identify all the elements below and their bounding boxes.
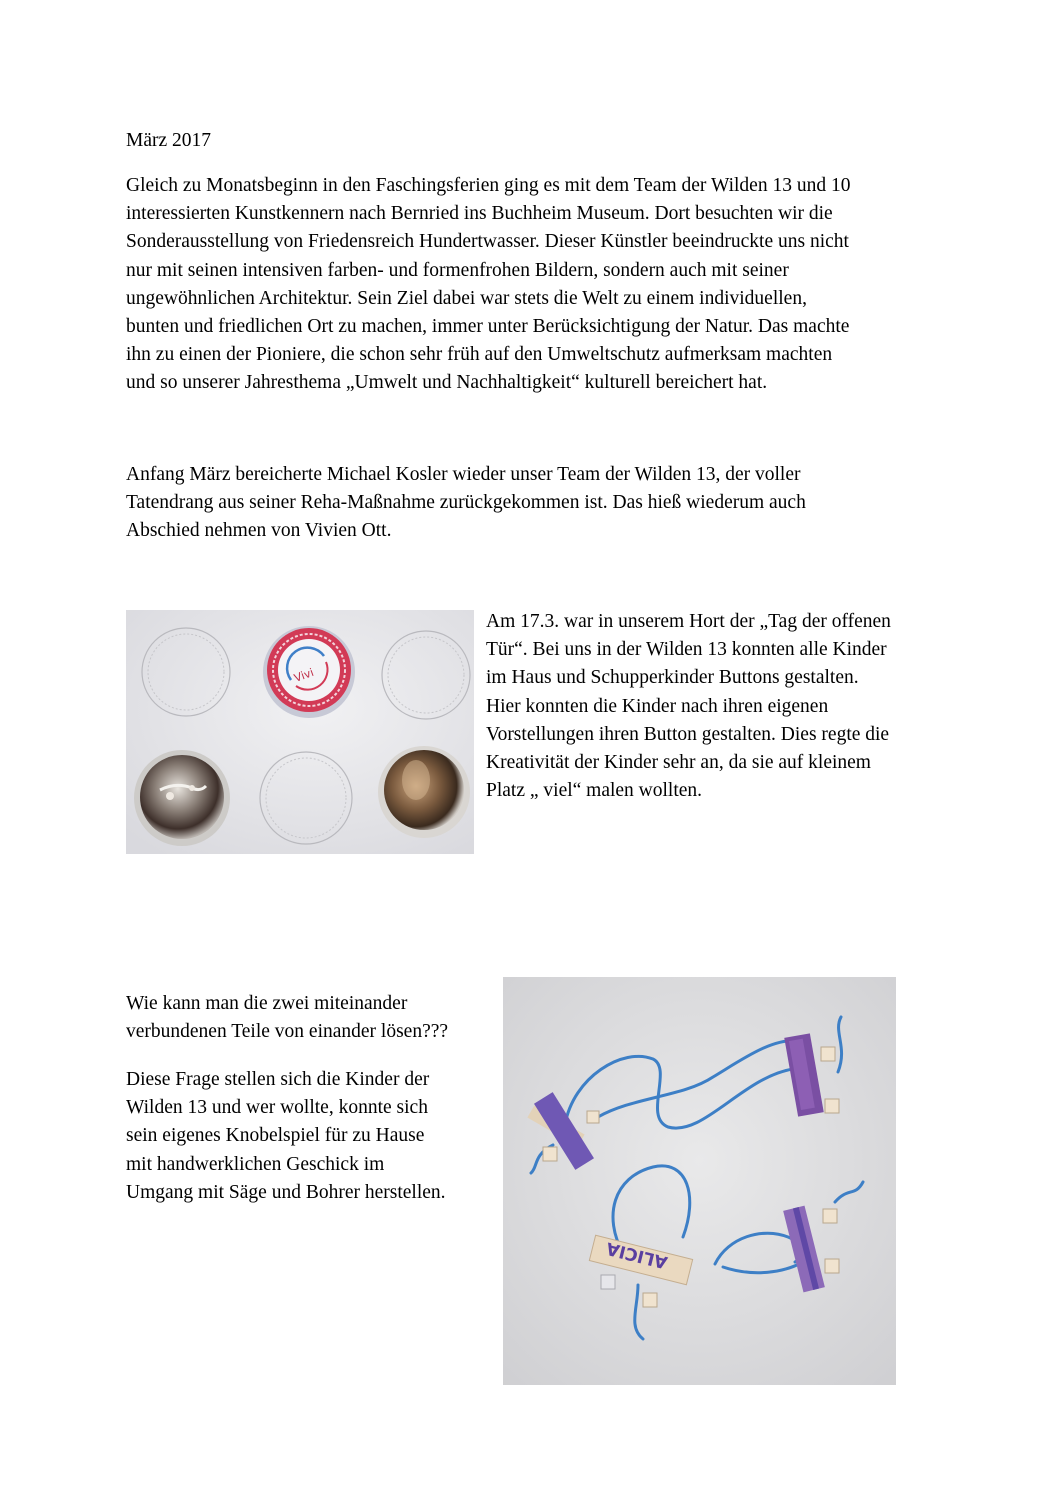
text-line: ungewöhnlichen Architektur. Sein Ziel dabei war stets die Welt zu einem individuellen, bbox=[126, 287, 807, 309]
text-line: ihn zu einen der Pioniere, die schon sehr früh auf den Umweltschutz aufmerksam machten bbox=[126, 344, 833, 366]
text-line: im Haus und Schupperkinder Buttons gestalten. bbox=[486, 667, 859, 689]
text-line: verbundenen Teile von einander lösen??? bbox=[126, 1021, 449, 1043]
text-line: Platz „ viel“ malen wollten. bbox=[486, 780, 703, 802]
text-line: Wie kann man die zwei miteinander bbox=[126, 993, 408, 1014]
date-heading: März 2017 bbox=[126, 130, 212, 151]
text-line: Sonderausstellung von Friedensreich Hundertwasser. Dieser Künstler beeindruckte uns nicht bbox=[126, 231, 849, 253]
text-line: interessierten Kunstkennern nach Bernried ins Buchheim Museum. Dort besuchten wir die bbox=[126, 203, 833, 225]
decorated-button bbox=[263, 626, 355, 718]
text-line: Abschied nehmen von Vivien Ott. bbox=[126, 520, 392, 542]
button-back bbox=[134, 750, 230, 846]
text-line: Gleich zu Monatsbeginn in den Faschingsferien ging es mit dem Team der Wilden 13 und 10 bbox=[126, 175, 851, 196]
text-line: Diese Frage stellen sich die Kinder der bbox=[126, 1069, 430, 1090]
text-line: Tatendrang aus seiner Reha-Maßnahme zurückgekommen ist. Das hieß wiederum auch bbox=[126, 492, 806, 514]
text-line: Tür“. Bei uns in der Wilden 13 konnten alle Kinder bbox=[486, 639, 887, 661]
paragraph-open-day bbox=[486, 608, 891, 805]
text-line: Wilden 13 und wer wollte, konnte sich bbox=[126, 1097, 428, 1119]
blank-button bbox=[378, 746, 470, 838]
text-line: Kreativität der Kinder sehr an, da sie auf kleinem bbox=[486, 752, 871, 774]
text-line: mit handwerklichen Geschick im bbox=[126, 1153, 385, 1175]
paragraph-puzzle-craft bbox=[126, 1066, 446, 1207]
paragraph-team-news bbox=[126, 461, 806, 546]
text-line: Anfang März bereicherte Michael Kosler wieder unser Team der Wilden 13, der voller bbox=[126, 464, 801, 485]
text-line: und so unserer Jahresthema „Umwelt und Nachhaltigkeit“ kulturell bereichert hat. bbox=[126, 372, 768, 394]
text-line: nur mit seinen intensiven farben- und formenfrohen Bildern, sondern auch mit seiner bbox=[126, 259, 789, 281]
svg-text:Vivi: Vivi bbox=[292, 665, 316, 685]
paragraph-puzzle-question bbox=[126, 990, 448, 1046]
text-line: Am 17.3. war in unserem Hort der „Tag der offenen bbox=[486, 611, 891, 632]
svg-text:ALICIA: ALICIA bbox=[604, 1237, 670, 1273]
text-line: Hier konnten die Kinder nach ihren eigenen bbox=[486, 695, 829, 717]
wooden-puzzles-photo bbox=[503, 977, 896, 1385]
paragraph-museum-visit bbox=[126, 172, 850, 398]
text-line: Vorstellungen ihren Button gestalten. Dies regte die bbox=[486, 723, 890, 745]
buttons-photo bbox=[126, 610, 474, 854]
text-line: Umgang mit Säge und Bohrer herstellen. bbox=[126, 1181, 446, 1203]
text-line: bunten und friedlichen Ort zu machen, immer unter Berücksichtigung der Natur. Das machte bbox=[126, 316, 850, 338]
text-line: sein eigenes Knobelspiel für zu Hause bbox=[126, 1125, 425, 1147]
